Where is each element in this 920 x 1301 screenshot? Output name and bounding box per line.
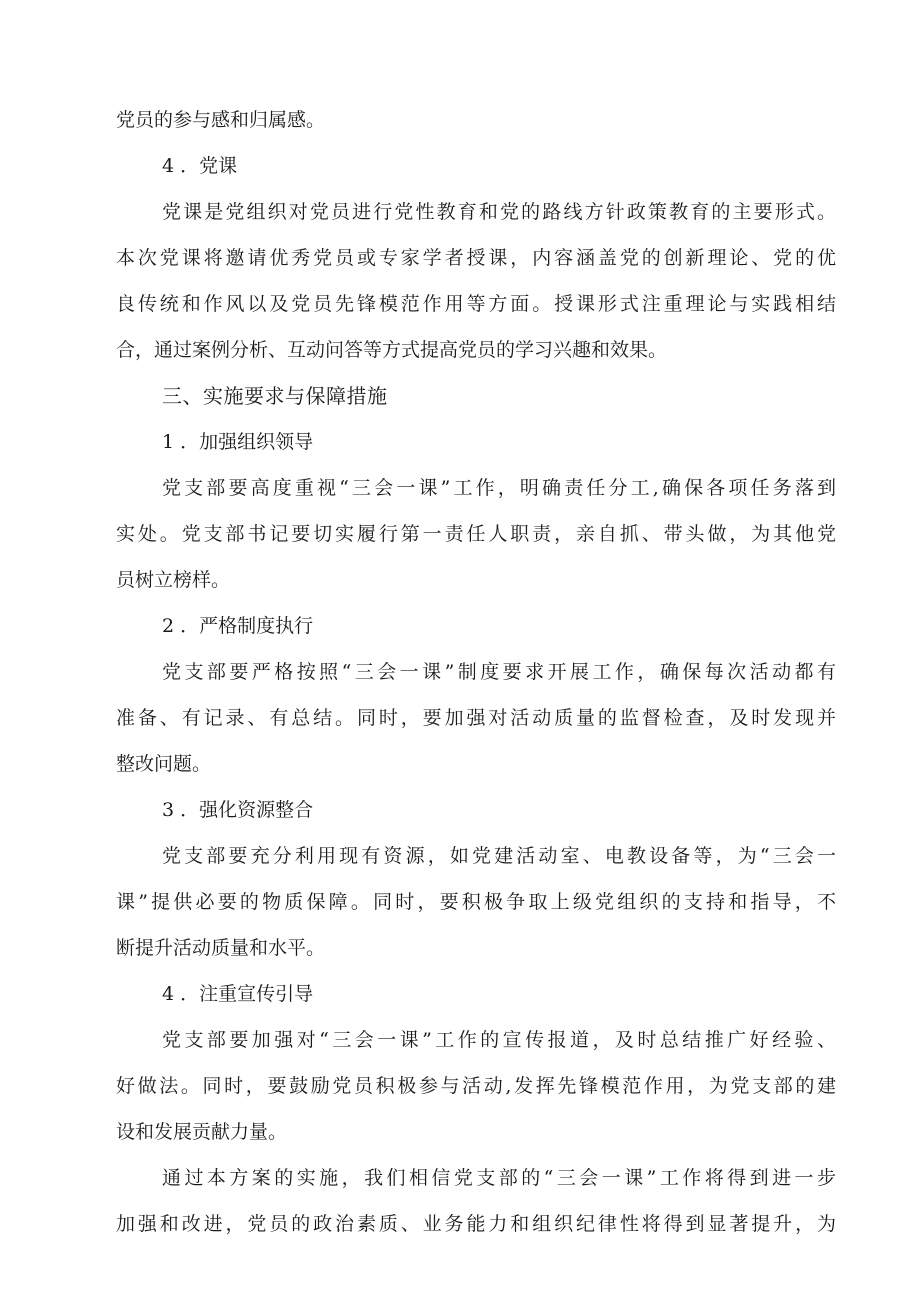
paragraph-line: 实处。党支部书记要切实履行第一责任人职责，亲自抓、带头做，为其他党 xyxy=(116,523,836,545)
paragraph-line: 良传统和作风以及党员先锋模范作用等方面。授课形式注重理论与实践相结 xyxy=(116,293,836,315)
paragraph-line: 党课是党组织对党员进行党性教育和党的路线方针政策教育的主要形式。 xyxy=(162,201,836,223)
paragraph-line: 员树立榜样。 xyxy=(116,569,231,591)
paragraph-line: 加强和改进，党员的政治素质、业务能力和组织纪律性将得到显著提升，为 xyxy=(116,1213,836,1235)
paragraph-line: 党支部要充分利用现有资源，如党建活动室、电教设备等，为“三会一 xyxy=(162,845,836,867)
subsection-title-resources: 3 ．强化资源整合 xyxy=(162,799,314,821)
paragraph-line: 设和发展贡献力量。 xyxy=(116,1121,288,1143)
paragraph-line: 通过本方案的实施，我们相信党支部的“三会一课”工作将得到进一步 xyxy=(162,1167,836,1189)
paragraph-line: 合，通过案例分析、互动问答等方式提高党员的学习兴趣和效果。 xyxy=(116,339,668,361)
paragraph-line: 党支部要严格按照“三会一课”制度要求开展工作，确保每次活动都有 xyxy=(162,661,836,683)
subsection-title-system: 2 ．严格制度执行 xyxy=(162,615,314,637)
paragraph-line: 断提升活动质量和水平。 xyxy=(116,937,326,959)
subsection-title-party-lecture: 4 ．党课 xyxy=(162,155,238,177)
body-line: 党员的参与感和归属感。 xyxy=(116,109,326,131)
paragraph-line: 准备、有记录、有总结。同时，要加强对活动质量的监督检查，及时发现并 xyxy=(116,707,836,729)
paragraph-line: 党支部要高度重视“三会一课”工作，明确责任分工,确保各项任务落到 xyxy=(162,477,836,499)
subsection-title-leadership: 1 ．加强组织领导 xyxy=(162,431,314,453)
paragraph-line: 党支部要加强对“三会一课”工作的宣传报道，及时总结推广好经验、 xyxy=(162,1029,836,1051)
document-body xyxy=(116,97,836,1247)
section-heading: 三、实施要求与保障措施 xyxy=(162,384,388,408)
subsection-title-publicity: 4 ．注重宣传引导 xyxy=(162,983,314,1005)
paragraph-line: 好做法。同时，要鼓励党员积极参与活动,发挥先锋模范作用，为党支部的建 xyxy=(116,1075,836,1097)
paragraph-line: 本次党课将邀请优秀党员或专家学者授课，内容涵盖党的创新理论、党的优 xyxy=(116,247,836,269)
paragraph-line: 整改问题。 xyxy=(116,753,212,775)
paragraph-line: 课”提供必要的物质保障。同时，要积极争取上级党组织的支持和指导，不 xyxy=(116,891,836,913)
